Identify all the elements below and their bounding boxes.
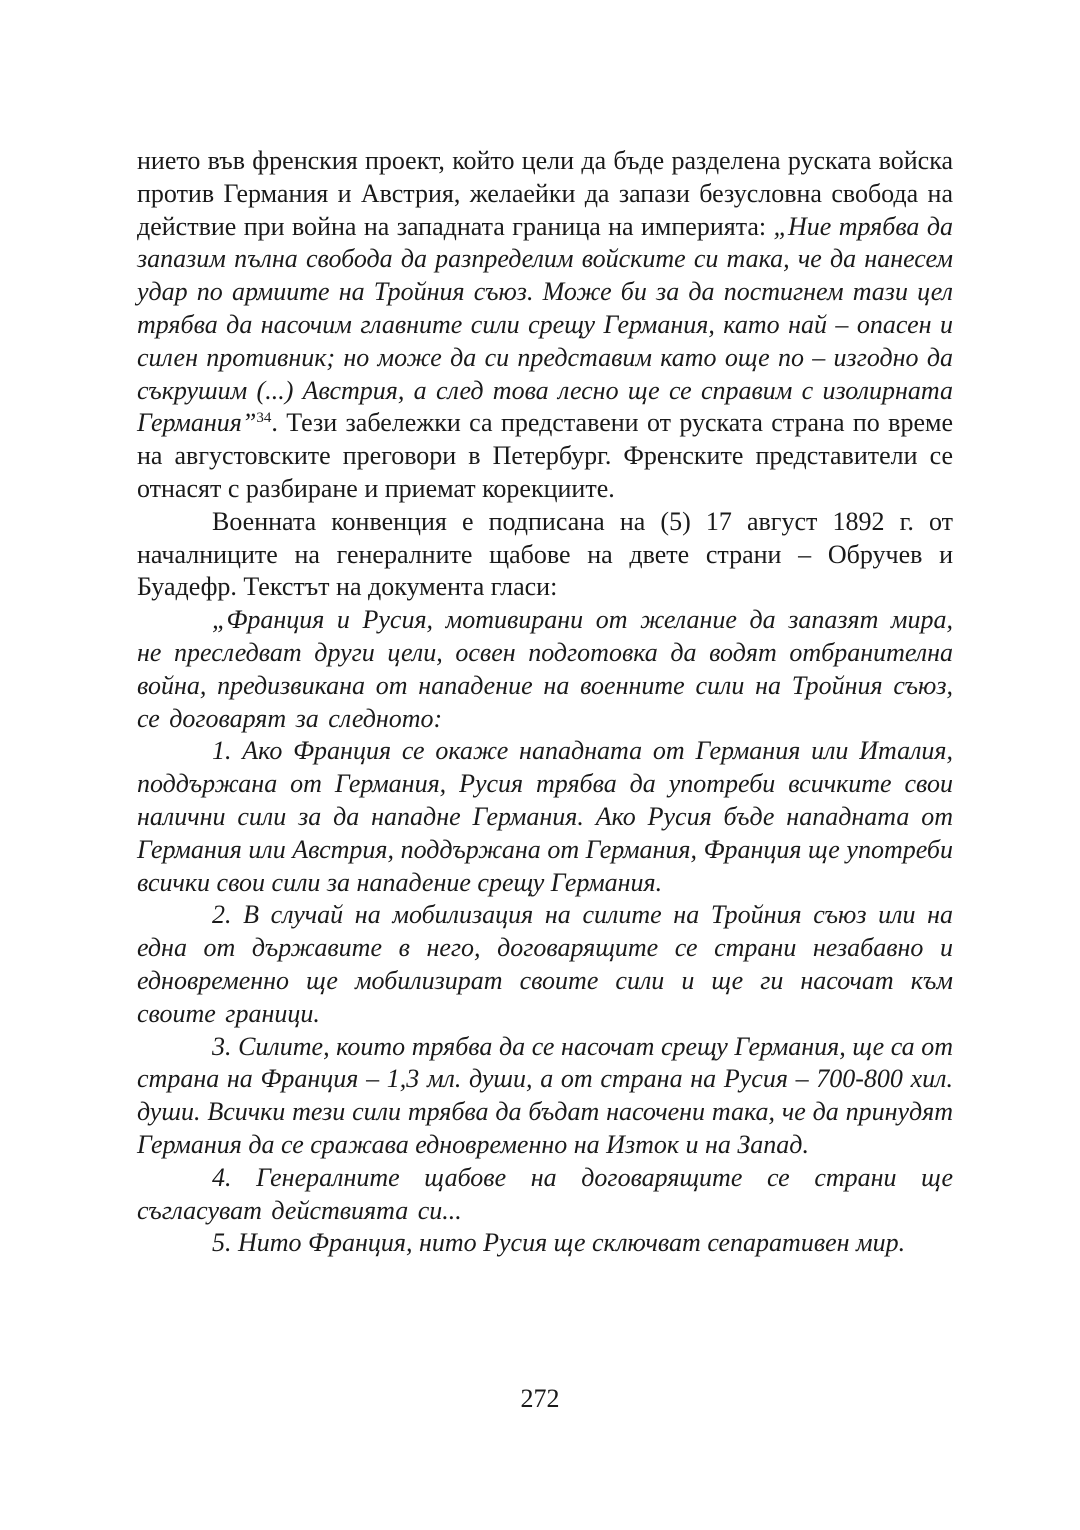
- para1-continuation: . Тези забележки са представени от руската страна по време на августовските преговори в Петербург. Френските представители се отнасят с разбиране и приемат корекциите.: [137, 408, 953, 503]
- paragraph-convention-signed: Военната конвенция е подписана на (5) 17 август 1892 г. от началниците на генералните щабове на двете страни – Обручев и Буадефр. Текстът на документа гласи:: [137, 506, 953, 602]
- convention-item-1: 1. Ако Франция се окаже нападната от Германия или Италия, поддържана от Германия, Русия трябва да употреби всичките свои налични сили за да нападне Германия. Ако Русия бъде нападната от Германия или Австрия, поддържана от Германия, Франция ще употреби всички свои сили за нападение срещу Германия.: [137, 736, 953, 897]
- convention-item-4: 4. Генералните щабове на договарящите се страни ще съгласуват действията си...: [137, 1162, 953, 1225]
- body-text: [137, 145, 953, 1260]
- convention-preamble: „Франция и Русия, мотивирани от желание да запазят мира, не преследват други цели, освен подготовка да водят отбранителна война, предизвикана от нападение на военните сили на Тройния съюз, се договарят за следното:: [137, 605, 953, 733]
- convention-item-5: 5. Нито Франция, нито Русия ще сключват сепаративен мир.: [212, 1228, 906, 1258]
- russian-quote: „Ние трябва да запазим пълна свобода да разпределим войските си така, че да нанесем удар по армиите на Тройния съюз. Може би за да постигнем тази цел трябва да насочим главните сили срещу Германия, като най – опасен и силен противник; но може да си представим като още по – изгодно да съкрушим (...) Австрия, а след това лесно ще се справим с изолирната Германия”: [137, 211, 953, 438]
- convention-item-2: 2. В случай на мобилизация на силите на Тройния съюз или на една от държавите в него, договарящите се страни незабавно и едновременно ще мобилизират своите сили и ще ги насочат към своите граници.: [137, 900, 953, 1028]
- para1-text: нието във френския проект, който цели да бъде разделена руската войска против Германия и Австрия, желаейки да запази безусловна свобода на действие при война на западната граница на империята:: [137, 146, 953, 241]
- paragraph-french-project: [137, 145, 953, 506]
- page-number: 272: [520, 1384, 560, 1413]
- convention-item-3: 3. Силите, които трябва да се насочат срещу Германия, ще са от страна на Франция – 1,3 мл. души, а от страна на Русия – 700-800 хил. души. Всички тези сили трябва да бъдат насочени така, че да принудят Германия да се сражава едновременно на Изток и на Запад.: [137, 1031, 953, 1159]
- footnote-ref-34: 34: [256, 410, 272, 427]
